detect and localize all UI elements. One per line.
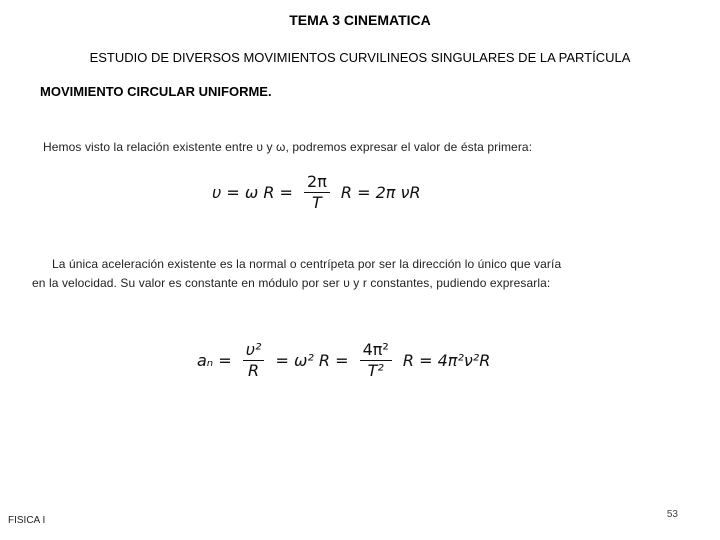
acceleration-fraction-1-denominator: R (248, 361, 260, 380)
acceleration-fraction-2-denominator: T² (367, 361, 384, 380)
acceleration-fraction-1-numerator: υ² (243, 340, 265, 361)
footer-course-label: FISICA I (8, 515, 46, 526)
acceleration-formula-rhs: R = 4π²ν²R (397, 351, 491, 370)
slide-title: TEMA 3 CINEMATICA (289, 12, 431, 28)
acceleration-formula (197, 340, 490, 381)
acceleration-fraction-2 (360, 340, 392, 381)
velocity-formula-rhs: R = 2π νR (335, 183, 421, 202)
velocity-formula-lhs: υ = ω R = (212, 183, 299, 202)
acceleration-formula-mid: = ω² R = (270, 351, 354, 370)
acceleration-paragraph-line-1: La única aceleración existente es la normal o centrípeta por ser la dirección lo único que varía (52, 257, 562, 271)
velocity-fraction-denominator: T (312, 193, 322, 212)
page-number: 53 (666, 509, 678, 520)
section-heading: MOVIMIENTO CIRCULAR UNIFORME. (40, 84, 272, 99)
velocity-formula (212, 172, 421, 213)
velocity-fraction-numerator: 2π (304, 172, 330, 193)
slide-subtitle: ESTUDIO DE DIVERSOS MOVIMIENTOS CURVILINEOS SINGULARES DE LA PARTÍCULA (89, 50, 631, 65)
velocity-formula-fraction (304, 172, 330, 213)
intro-paragraph: Hemos visto la relación existente entre υ y ω, podremos expresar el valor de ésta primera: (43, 140, 533, 154)
acceleration-fraction-1 (243, 340, 265, 381)
acceleration-fraction-2-numerator: 4π² (360, 340, 392, 361)
acceleration-formula-lhs: aₙ = (197, 351, 237, 370)
acceleration-paragraph-line-2: en la velocidad. Su valor es constante en módulo por ser υ y r constantes, pudiendo expresarla: (32, 276, 551, 290)
